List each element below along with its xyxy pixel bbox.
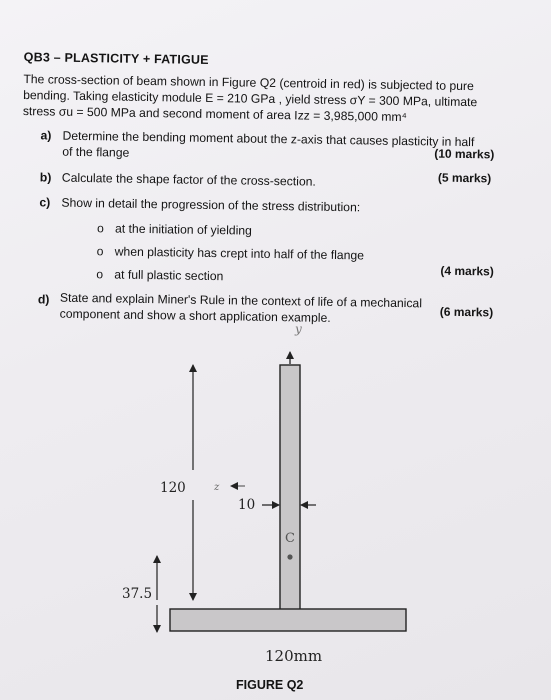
question-b-marks: (5 marks) [437, 170, 492, 186]
intro-line-2: bending. Taking elasticity module E = 210 GPa , yield stress σY = 300 MPa, ultimate [23, 88, 478, 110]
bullet-3-text: at full plastic section [114, 267, 224, 284]
intro-line-1: The cross-section of beam shown in Figure Q2 (centroid in red) is subjected to pure [23, 72, 474, 94]
figure-caption: FIGURE Q2 [236, 678, 304, 692]
flange-offset-label: 37.5 [122, 586, 153, 602]
question-d-text-1: State and explain Miner's Rule in the context of life of a mechanical [59, 290, 423, 311]
height-label: 120 [160, 480, 186, 496]
question-d-marks: (6 marks) [439, 304, 494, 320]
question-b-text: Calculate the shape factor of the cross-section. [61, 170, 316, 189]
bullet-1-text: at the initiation of yielding [114, 221, 253, 238]
question-d-text-2: component and show a short application example. [59, 306, 331, 325]
question-d-letter: d) [37, 292, 50, 307]
web [280, 365, 300, 610]
question-b-letter: b) [39, 170, 52, 185]
question-heading: QB3 – PLASTICITY + FATIGUE [23, 50, 209, 67]
bullet-2-text: when plasticity has crept into half of the flange [114, 244, 365, 263]
question-a-marks: (10 marks) [434, 146, 495, 162]
question-c-text: Show in detail the progression of the stress distribution: [61, 195, 361, 215]
question-c-bullet-1: o at the initiation of yielding [96, 221, 253, 238]
intro-line-3: stress σu = 500 MPa and second moment of area Izz = 3,985,000 mm⁴ [22, 104, 407, 125]
web-thickness-label: 10 [238, 497, 256, 513]
question-a-text-1: Determine the bending moment about the z-axis that causes plasticity in half [62, 128, 475, 150]
question-a-text-2: of the flange [62, 144, 130, 160]
z-axis-label: z [214, 482, 220, 493]
flange [170, 609, 406, 631]
flange-width-label: 120mm [265, 647, 323, 665]
question-a-letter: a) [40, 128, 52, 143]
centroid-marker [287, 554, 292, 559]
question-c-bullet-3: o at full plastic section [96, 267, 224, 284]
question-c-bullet-2: o when plasticity has crept into half of the flange [96, 244, 365, 263]
question-c-letter: c) [39, 195, 51, 210]
y-axis-label: y [295, 322, 302, 336]
centroid-label: C [285, 531, 295, 546]
question-c-marks: (4 marks) [440, 263, 494, 279]
